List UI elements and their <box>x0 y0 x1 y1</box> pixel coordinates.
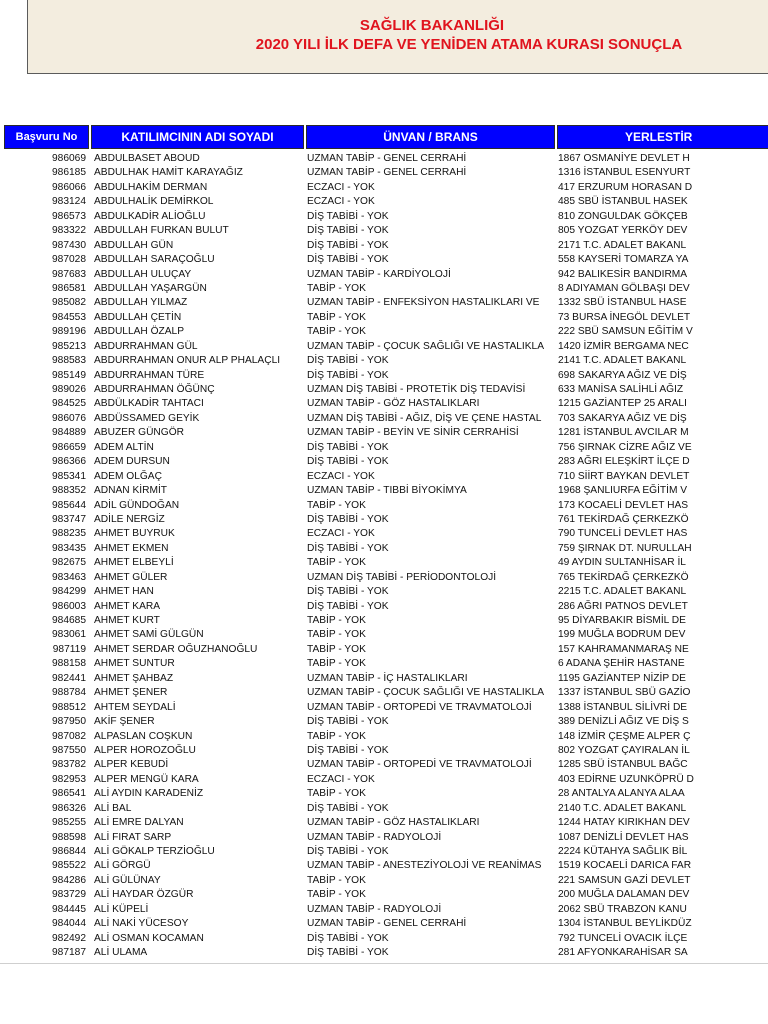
table-row <box>0 614 768 628</box>
table-row <box>0 888 768 902</box>
cell-title-branch: DİŞ TABİBİ - YOK <box>307 802 389 814</box>
cell-title-branch: TABİP - YOK <box>307 311 366 323</box>
cell-title-branch: ECZACI - YOK <box>307 773 375 785</box>
table-row <box>0 730 768 744</box>
cell-placement: 792 TUNCELİ OVACIK İLÇE <box>558 932 688 944</box>
cell-placement: 2171 T.C. ADALET BAKANL <box>558 239 687 251</box>
cell-title-branch: UZMAN TABİP - ÇOCUK SAĞLIĞI VE HASTALIKLA <box>307 340 545 352</box>
cell-title-branch: UZMAN TABİP - GENEL CERRAHİ <box>307 153 467 164</box>
cell-title-branch: DİŞ TABİBİ - YOK <box>307 744 389 756</box>
cell-title-branch: DİŞ TABİBİ - YOK <box>307 456 389 468</box>
cell-application-no: 988235 <box>52 528 86 540</box>
cell-application-no: 986069 <box>52 153 86 164</box>
cell-participant-name: ALPER MENGÜ KARA <box>94 773 199 785</box>
cell-title-branch: UZMAN TABİP - ORTOPEDİ VE TRAVMATOLOJİ <box>307 701 532 713</box>
column-header-no: Başvuru No <box>4 125 89 149</box>
cell-title-branch: TABİP - YOK <box>307 557 366 569</box>
cell-placement: 1968 ŞANLIURFA EĞİTİM V <box>558 485 688 497</box>
cell-participant-name: AHMET ŞAHBAZ <box>94 672 174 684</box>
cell-application-no: 985213 <box>52 340 86 352</box>
cell-title-branch: TABİP - YOK <box>307 326 366 338</box>
cell-title-branch: UZMAN DİŞ TABİBİ - PROTETİK DİŞ TEDAVİSİ <box>307 384 526 395</box>
table-row <box>0 932 768 946</box>
cell-placement: 283 AĞRI ELEŞKİRT İLÇE D <box>558 456 690 468</box>
table-row <box>0 946 768 960</box>
table-row <box>0 701 768 715</box>
table-row <box>0 412 768 426</box>
cell-participant-name: ALİ FIRAT SARP <box>94 831 172 843</box>
table-row <box>0 354 768 368</box>
cell-title-branch: DİŞ TABİBİ - YOK <box>307 542 389 554</box>
table-row <box>0 917 768 931</box>
cell-placement: 2140 T.C. ADALET BAKANL <box>558 802 687 814</box>
cell-application-no: 984685 <box>52 615 86 626</box>
cell-placement: 558 KAYSERİ TOMARZA YA <box>558 254 689 266</box>
table-row <box>0 455 768 469</box>
cell-participant-name: ABDULKADİR ALİOĞLU <box>94 210 206 222</box>
cell-title-branch: DİŞ TABİBİ - YOK <box>307 716 389 728</box>
cell-title-branch: UZMAN TABİP - RADYOLOJİ <box>307 831 442 843</box>
cell-application-no: 984044 <box>52 918 86 930</box>
cell-application-no: 986066 <box>52 181 86 193</box>
cell-placement: 1519 KOCAELİ DARICA FAR <box>558 860 692 872</box>
cell-application-no: 983463 <box>52 571 86 583</box>
cell-title-branch: DİŞ TABİBİ - YOK <box>307 586 389 598</box>
cell-application-no: 985522 <box>52 860 86 872</box>
cell-placement: 49 AYDIN SULTANHİSAR İL <box>558 557 686 569</box>
divider <box>0 963 768 964</box>
table-row <box>0 686 768 700</box>
cell-participant-name: ABDULLAH ÇETİN <box>94 311 182 323</box>
table-row <box>0 657 768 671</box>
cell-placement: 1215 GAZİANTEP 25 ARALI <box>558 398 687 410</box>
table-row <box>0 845 768 859</box>
cell-placement: 389 DENİZLİ AĞIZ VE DİŞ S <box>558 716 689 728</box>
cell-title-branch: TABİP - YOK <box>307 282 366 294</box>
cell-participant-name: ALİ EMRE DALYAN <box>94 817 184 829</box>
cell-participant-name: ALİ AYDIN KARADENİZ <box>94 788 204 800</box>
cell-participant-name: AHMET KURT <box>94 615 160 626</box>
cell-participant-name: ABDURRAHMAN GÜL <box>94 340 198 352</box>
table-row <box>0 802 768 816</box>
table-row <box>0 268 768 282</box>
table-row <box>0 874 768 888</box>
cell-placement: 8 ADIYAMAN GÖLBAŞI DEV <box>558 282 690 294</box>
table-row <box>0 787 768 801</box>
cell-placement: 810 ZONGULDAK GÖKÇEB <box>558 210 688 222</box>
cell-placement: 200 MUĞLA DALAMAN DEV <box>558 889 690 901</box>
cell-title-branch: DİŞ TABİBİ - YOK <box>307 225 389 237</box>
cell-participant-name: ABDULHALİK DEMİRKOL <box>94 196 214 208</box>
cell-participant-name: AHMET ŞENER <box>94 687 168 699</box>
table-row <box>0 715 768 729</box>
cell-application-no: 988512 <box>52 701 86 713</box>
cell-application-no: 983322 <box>52 225 86 237</box>
table-row <box>0 152 768 166</box>
cell-application-no: 985082 <box>52 297 86 309</box>
cell-application-no: 987119 <box>52 643 86 655</box>
cell-participant-name: ADEM ALTİN <box>94 441 154 453</box>
cell-title-branch: ECZACI - YOK <box>307 181 375 193</box>
table-row <box>0 816 768 830</box>
table-row <box>0 903 768 917</box>
table-row <box>0 758 768 772</box>
cell-application-no: 985341 <box>52 470 86 482</box>
cell-participant-name: ABDULLAH FURKAN BULUT <box>94 225 229 237</box>
table-row <box>0 643 768 657</box>
cell-participant-name: ALİ OSMAN KOCAMAN <box>94 932 204 944</box>
cell-placement: 1316 İSTANBUL ESENYURT <box>558 167 691 179</box>
table-row <box>0 600 768 614</box>
cell-application-no: 984525 <box>52 398 86 410</box>
cell-placement: 1337 İSTANBUL SBÜ GAZİO <box>558 687 691 699</box>
cell-title-branch: UZMAN TABİP - ANESTEZİYOLOJİ VE REANİMAS <box>307 860 542 872</box>
cell-title-branch: TABİP - YOK <box>307 499 366 511</box>
cell-placement: 485 SBÜ İSTANBUL HASEK <box>558 196 688 208</box>
cell-title-branch: UZMAN TABİP - İÇ HASTALIKLARI <box>307 672 468 684</box>
cell-placement: 6 ADANA ŞEHİR HASTANE <box>558 658 685 670</box>
table-row <box>0 628 768 642</box>
cell-placement: 222 SBÜ SAMSUN EĞİTİM V <box>558 326 693 338</box>
cell-title-branch: UZMAN TABİP - GÖZ HASTALIKLARI <box>307 817 480 829</box>
cell-participant-name: ABDULLAH GÜN <box>94 239 174 251</box>
cell-placement: 942 BALIKESİR BANDIRMA <box>558 268 688 280</box>
cell-title-branch: UZMAN TABİP - GENEL CERRAHİ <box>307 918 467 930</box>
cell-placement: 756 ŞIRNAK CİZRE AĞIZ VE <box>558 441 692 453</box>
cell-application-no: 985644 <box>52 499 86 511</box>
cell-placement: 2224 KÜTAHYA SAĞLIK BİL <box>558 846 688 857</box>
cell-title-branch: UZMAN TABİP - GENEL CERRAHİ <box>307 167 467 179</box>
cell-application-no: 987430 <box>52 239 86 251</box>
cell-title-branch: DİŞ TABİBİ - YOK <box>307 369 389 381</box>
cell-title-branch: DİŞ TABİBİ - YOK <box>307 210 389 222</box>
cell-application-no: 986366 <box>52 456 86 468</box>
table-row <box>0 470 768 484</box>
table-row <box>0 585 768 599</box>
cell-application-no: 983729 <box>52 889 86 901</box>
table-row <box>0 484 768 498</box>
cell-title-branch: TABİP - YOK <box>307 629 366 641</box>
cell-title-branch: DİŞ TABİBİ - YOK <box>307 932 389 944</box>
cell-title-branch: UZMAN TABİP - ÇOCUK SAĞLIĞI VE HASTALIKLA <box>307 687 545 699</box>
cell-application-no: 982675 <box>52 557 86 569</box>
table-row <box>0 571 768 585</box>
cell-placement: 1195 GAZİANTEP NİZİP DE <box>558 672 686 684</box>
table-row <box>0 383 768 397</box>
cell-placement: 95 DİYARBAKIR BİSMİL DE <box>558 615 686 626</box>
cell-participant-name: ALİ BAL <box>94 802 132 814</box>
cell-participant-name: ADİL GÜNDOĞAN <box>94 499 180 511</box>
table-row <box>0 499 768 513</box>
cell-application-no: 986659 <box>52 441 86 453</box>
cell-placement: 805 YOZGAT YERKÖY DEV <box>558 225 688 237</box>
table-row <box>0 831 768 845</box>
cell-participant-name: ALİ ULAMA <box>94 947 148 959</box>
table-row <box>0 672 768 686</box>
cell-placement: 2141 T.C. ADALET BAKANL <box>558 355 687 367</box>
cell-application-no: 984889 <box>52 427 86 439</box>
cell-application-no: 987683 <box>52 268 86 280</box>
cell-application-no: 986541 <box>52 788 86 800</box>
cell-title-branch: UZMAN TABİP - ORTOPEDİ VE TRAVMATOLOJİ <box>307 759 532 771</box>
cell-application-no: 986844 <box>52 846 86 857</box>
table-row <box>0 325 768 339</box>
cell-participant-name: ALİ HAYDAR ÖZGÜR <box>94 889 194 901</box>
cell-placement: 2062 SBÜ TRABZON KANU <box>558 903 687 915</box>
cell-placement: 633 MANİSA SALİHLİ AĞIZ <box>558 384 684 395</box>
cell-title-branch: DİŞ TABİBİ - YOK <box>307 254 389 266</box>
table-row <box>0 311 768 325</box>
cell-participant-name: AHMET SERDAR OĞUZHANOĞLU <box>94 643 258 655</box>
table-row <box>0 340 768 354</box>
cell-title-branch: DİŞ TABİBİ - YOK <box>307 239 389 251</box>
table-row <box>0 859 768 873</box>
cell-participant-name: AHMET SAMİ GÜLGÜN <box>94 629 204 641</box>
cell-title-branch: UZMAN DİŞ TABİBİ - AĞIZ, DİŞ VE ÇENE HASTAL <box>307 412 542 424</box>
cell-participant-name: AHMET GÜLER <box>94 571 168 583</box>
cell-participant-name: ABDULLAH YILMAZ <box>94 297 188 309</box>
cell-title-branch: UZMAN TABİP - TIBBİ BİYOKİMYA <box>307 485 467 497</box>
cell-participant-name: ABDULLAH SARAÇOĞLU <box>94 254 215 266</box>
table-row <box>0 441 768 455</box>
cell-placement: 1244 HATAY KIRIKHAN DEV <box>558 817 690 829</box>
column-header-brans: ÜNVAN / BRANS <box>306 125 555 149</box>
cell-participant-name: ABDÜLKADİR TAHTACI <box>94 398 204 410</box>
cell-participant-name: AHMET HAN <box>94 586 154 598</box>
cell-placement: 1332 SBÜ İSTANBUL HASE <box>558 297 687 309</box>
cell-application-no: 987950 <box>52 716 86 728</box>
cell-application-no: 982953 <box>52 773 86 785</box>
table-row <box>0 282 768 296</box>
table-row <box>0 253 768 267</box>
cell-application-no: 984445 <box>52 903 86 915</box>
cell-participant-name: AHMET BUYRUK <box>94 528 175 540</box>
cell-application-no: 988352 <box>52 485 86 497</box>
cell-participant-name: ALİ GÜLÜNAY <box>94 874 161 886</box>
cell-participant-name: ALİ KÜPELİ <box>94 903 149 915</box>
cell-participant-name: AHTEM SEYDALİ <box>94 701 176 713</box>
cell-participant-name: ADEM OLĞAÇ <box>94 470 162 482</box>
cell-participant-name: ABDURRAHMAN ONUR ALP PHALAÇLI <box>94 355 281 367</box>
table-row <box>0 513 768 527</box>
cell-application-no: 986573 <box>52 210 86 222</box>
cell-placement: 73 BURSA İNEGÖL DEVLET <box>558 311 691 323</box>
cell-placement: 1087 DENİZLİ DEVLET HAS <box>558 831 689 843</box>
cell-participant-name: ABDULHAK HAMİT KARAYAĞIZ <box>94 167 243 179</box>
cell-participant-name: AHMET EKMEN <box>94 542 169 554</box>
cell-participant-name: ABDULLAH YAŞARGÜN <box>94 282 207 294</box>
cell-application-no: 989026 <box>52 384 86 395</box>
cell-application-no: 983061 <box>52 629 86 641</box>
cell-placement: 703 SAKARYA AĞIZ VE DİŞ <box>558 412 687 424</box>
cell-placement: 403 EDİRNE UZUNKÖPRÜ D <box>558 773 694 785</box>
cell-title-branch: DİŞ TABİBİ - YOK <box>307 441 389 453</box>
cell-title-branch: UZMAN TABİP - GÖZ HASTALIKLARI <box>307 398 480 410</box>
cell-application-no: 984553 <box>52 311 86 323</box>
cell-placement: 417 ERZURUM HORASAN D <box>558 181 693 193</box>
cell-title-branch: UZMAN TABİP - BEYİN VE SİNİR CERRAHİSİ <box>307 427 519 439</box>
cell-participant-name: ADİLE NERGİZ <box>94 513 165 525</box>
cell-placement: 1867 OSMANİYE DEVLET H <box>558 153 690 164</box>
column-header-name: KATILIMCININ ADI SOYADI <box>91 125 304 149</box>
table-row <box>0 426 768 440</box>
cell-placement: 761 TEKİRDAĞ ÇERKEZKÖ <box>558 513 689 525</box>
cell-participant-name: ABDÜSSAMED GEYİK <box>94 412 200 424</box>
table-row <box>0 239 768 253</box>
table-row <box>0 542 768 556</box>
document-title: 2020 YILI İLK DEFA VE YENİDEN ATAMA KURASI SONUÇLA <box>255 36 683 53</box>
column-header-yer: YERLESTİR <box>557 125 768 149</box>
table-row <box>0 556 768 570</box>
cell-participant-name: ALİ NAKİ YÜCESOY <box>94 918 189 930</box>
cell-application-no: 984299 <box>52 586 86 598</box>
cell-participant-name: AKİF ŞENER <box>94 716 155 728</box>
cell-placement: 148 İZMİR ÇEŞME ALPER Ç <box>558 730 691 742</box>
cell-placement: 173 KOCAELİ DEVLET HAS <box>558 499 689 511</box>
cell-placement: 759 ŞIRNAK DT. NURULLAH <box>558 542 692 554</box>
cell-participant-name: ALPASLAN COŞKUN <box>94 730 193 742</box>
table-row <box>0 166 768 180</box>
cell-application-no: 987187 <box>52 947 86 959</box>
table-row <box>0 210 768 224</box>
cell-placement: 199 MUĞLA BODRUM DEV <box>558 629 686 641</box>
cell-placement: 221 SAMSUN GAZİ DEVLET <box>558 874 691 886</box>
cell-placement: 710 SİİRT BAYKAN DEVLET <box>558 470 690 482</box>
table-row <box>0 397 768 411</box>
cell-title-branch: TABİP - YOK <box>307 874 366 886</box>
cell-placement: 1304 İSTANBUL BEYLİKDÜZ <box>558 918 692 930</box>
cell-participant-name: AHMET SUNTUR <box>94 658 175 670</box>
cell-placement: 765 TEKİRDAĞ ÇERKEZKÖ <box>558 571 689 583</box>
cell-title-branch: DİŞ TABİBİ - YOK <box>307 513 389 525</box>
cell-placement: 2215 T.C. ADALET BAKANL <box>558 586 687 598</box>
cell-placement: 698 SAKARYA AĞIZ VE DİŞ <box>558 369 687 381</box>
table-row <box>0 773 768 787</box>
cell-title-branch: DİŞ TABİBİ - YOK <box>307 947 389 959</box>
cell-placement: 28 ANTALYA ALANYA ALAA <box>558 788 685 800</box>
cell-application-no: 988583 <box>52 355 86 367</box>
cell-participant-name: ALPER HOROZOĞLU <box>94 744 196 756</box>
cell-participant-name: ADNAN KİRMİT <box>94 485 168 497</box>
cell-application-no: 988598 <box>52 831 86 843</box>
cell-application-no: 983124 <box>52 196 86 208</box>
cell-title-branch: TABİP - YOK <box>307 788 366 800</box>
cell-application-no: 986003 <box>52 600 86 612</box>
cell-placement: 1285 SBÜ İSTANBUL BAĞC <box>558 759 688 771</box>
cell-title-branch: UZMAN DİŞ TABİBİ - PERİODONTOLOJİ <box>307 571 497 583</box>
cell-placement: 1388 İSTANBUL SİLİVRİ DE <box>558 701 688 713</box>
cell-participant-name: ABDULLAH ÖZALP <box>94 326 185 338</box>
cell-application-no: 987082 <box>52 730 86 742</box>
cell-title-branch: ECZACI - YOK <box>307 196 375 208</box>
cell-application-no: 988784 <box>52 687 86 699</box>
table-row <box>0 744 768 758</box>
cell-application-no: 982492 <box>52 932 86 944</box>
cell-participant-name: ABDURRAHMAN ÖĞÜNÇ <box>94 384 215 395</box>
cell-application-no: 986076 <box>52 412 86 424</box>
cell-application-no: 984286 <box>52 874 86 886</box>
cell-title-branch: DİŞ TABİBİ - YOK <box>307 355 389 367</box>
table-row <box>0 296 768 310</box>
results-table <box>0 152 768 961</box>
cell-application-no: 986185 <box>52 167 86 179</box>
cell-participant-name: ABDULHAKİM DERMAN <box>94 181 208 193</box>
cell-participant-name: ABDURRAHMAN TÜRE <box>94 369 205 381</box>
cell-participant-name: ABUZER GÜNGÖR <box>94 427 184 439</box>
cell-participant-name: ABDULBASET ABOUD <box>94 153 200 164</box>
cell-title-branch: TABİP - YOK <box>307 730 366 742</box>
cell-application-no: 983747 <box>52 513 86 525</box>
cell-application-no: 986581 <box>52 282 86 294</box>
cell-participant-name: AHMET KARA <box>94 600 161 612</box>
table-row <box>0 224 768 238</box>
cell-application-no: 987028 <box>52 254 86 266</box>
cell-placement: 1420 İZMİR BERGAMA NEC <box>558 340 689 352</box>
cell-application-no: 987550 <box>52 744 86 756</box>
cell-participant-name: ALİ GÖRGÜ <box>94 860 151 872</box>
cell-title-branch: TABİP - YOK <box>307 889 366 901</box>
cell-title-branch: TABİP - YOK <box>307 643 366 655</box>
cell-title-branch: DİŞ TABİBİ - YOK <box>307 600 389 612</box>
table-row <box>0 181 768 195</box>
cell-application-no: 983782 <box>52 759 86 771</box>
cell-title-branch: ECZACI - YOK <box>307 470 375 482</box>
cell-application-no: 989196 <box>52 326 86 338</box>
cell-placement: 157 KAHRAMANMARAŞ NE <box>558 643 689 655</box>
table-row <box>0 369 768 383</box>
cell-title-branch: UZMAN TABİP - RADYOLOJİ <box>307 903 442 915</box>
cell-placement: 790 TUNCELİ DEVLET HAS <box>558 528 688 540</box>
cell-application-no: 988158 <box>52 658 86 670</box>
ministry-title: SAĞLIK BAKANLIĞI <box>359 17 505 34</box>
cell-application-no: 985255 <box>52 817 86 829</box>
cell-participant-name: ALİ GÖKALP TERZİOĞLU <box>94 846 215 857</box>
cell-placement: 281 AFYONKARAHİSAR SA <box>558 947 688 959</box>
cell-participant-name: ABDULLAH ULUÇAY <box>94 268 192 280</box>
table-row <box>0 527 768 541</box>
cell-title-branch: DİŞ TABİBİ - YOK <box>307 846 389 857</box>
table-row <box>0 195 768 209</box>
cell-title-branch: UZMAN TABİP - KARDİYOLOJİ <box>307 268 451 280</box>
title-box <box>27 0 768 74</box>
cell-application-no: 982441 <box>52 672 86 684</box>
cell-participant-name: ALPER KEBUDİ <box>94 759 169 771</box>
cell-participant-name: AHMET ELBEYLİ <box>94 557 174 569</box>
cell-application-no: 983435 <box>52 542 86 554</box>
cell-title-branch: TABİP - YOK <box>307 615 366 626</box>
cell-participant-name: ADEM DURSUN <box>94 456 170 468</box>
cell-title-branch: TABİP - YOK <box>307 658 366 670</box>
cell-application-no: 986326 <box>52 802 86 814</box>
cell-application-no: 985149 <box>52 369 86 381</box>
cell-placement: 802 YOZGAT ÇAYIRALAN İL <box>558 744 690 756</box>
cell-title-branch: ECZACI - YOK <box>307 528 375 540</box>
cell-title-branch: UZMAN TABİP - ENFEKSİYON HASTALIKLARI VE <box>307 297 540 309</box>
cell-placement: 1281 İSTANBUL AVCILAR M <box>558 427 689 439</box>
cell-placement: 286 AĞRI PATNOS DEVLET <box>558 600 688 612</box>
